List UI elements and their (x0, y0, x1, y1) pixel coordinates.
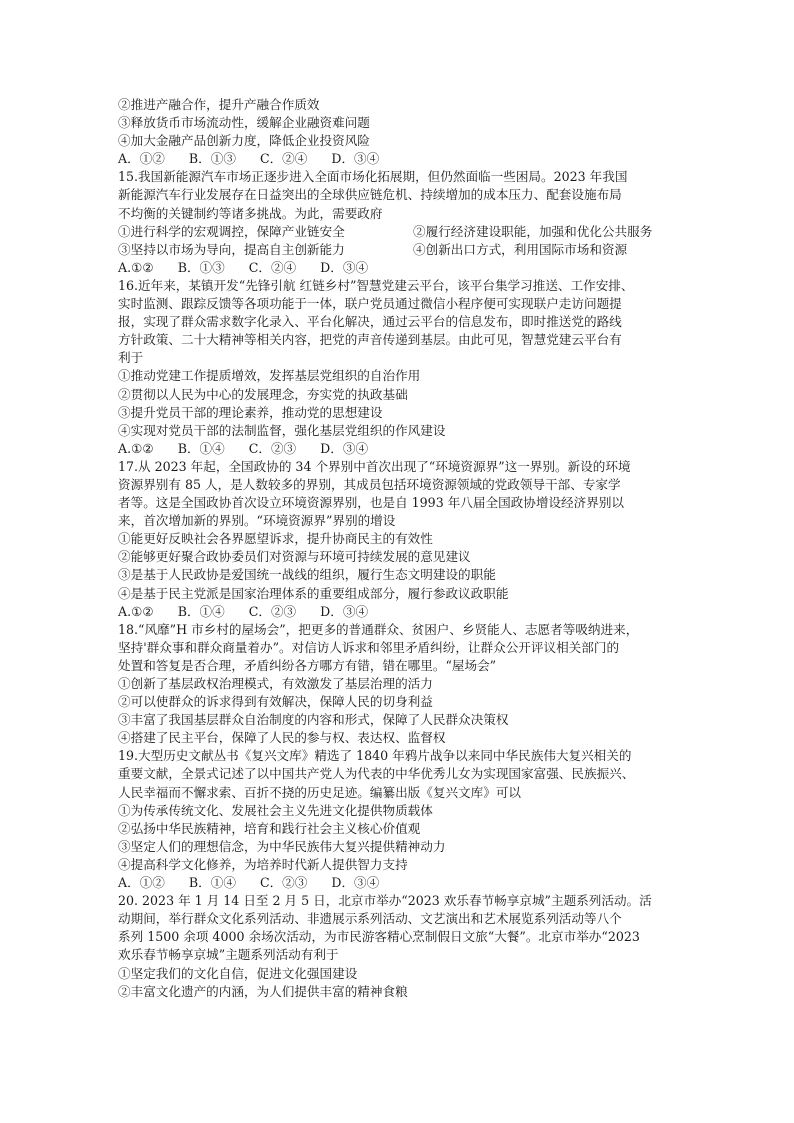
choice-2: ②丰富文化遗产的内涵，为人们提供丰富的精神食粮 (118, 983, 408, 999)
choice-4: ④是基于民主党派是国家治理体系的重要组成部分，履行参政议政职能 (118, 585, 509, 601)
choice-3: ③提升党员干部的理论素养，推动党的思想建设 (118, 404, 383, 420)
choice-1: ①坚定我们的文化自信，促进文化强国建设 (118, 965, 358, 981)
question-stem-line: 新能源汽车行业发展存在日益突出的全球供应链危机、持续增加的成本压力、配套设施布局 (118, 187, 622, 203)
question-stem-line: 人民幸福而不懈求索、百折不挠的历史足迹。编纂出版《复兴文库》可以 (118, 784, 521, 800)
answer-options (118, 150, 678, 168)
question-stem-line: 报，实现了群众需求数字化录入、平台化解决，通过云平台的信息发布，即时推送党的路线 (118, 314, 622, 330)
question-stem-line: 16.近年来，某镇开发“先锋引航 红链乡村”智慧党建云平台，该平台集学习推送、工作安排、 (118, 277, 634, 293)
choice-2: ②履行经济建设职能，加强和优化公共服务 (413, 223, 653, 239)
option-a: A.①② (118, 440, 154, 456)
choice-4: ④实现对党员干部的法制监督，强化基层党组织的作风建设 (118, 422, 446, 438)
question-stem-line: 不均衡的关键制约等诸多挑战。为此，需要政府 (118, 205, 383, 221)
choice-3: ③是基于人民政协是爱国统一战线的组织，履行生态文明建设的职能 (118, 567, 496, 583)
question-stem-line: 方针政策、二十大精神等相关内容，把党的声音传递到基层。由此可见，智慧党建云平台有 (118, 332, 622, 348)
option-b: B．①③ (188, 151, 236, 167)
option-a: A．①② (118, 151, 165, 167)
choice-4: ④创新出口方式，利用国际市场和资源 (413, 241, 628, 257)
question-stem-line: 15.我国新能源汽车市场正逐步进入全面市场化拓展期，但仍然面临一些困局。2023 年我国 (118, 169, 628, 185)
question-stem-line: 20. 2023 年 1 月 14 日至 2 月 5 日，北京市举办“2023 欢乐春节畅享京城”主题系列活动。活 (118, 893, 652, 909)
question-17 (118, 458, 678, 621)
previous-question-tail (118, 96, 678, 168)
choice-2: ②弘扬中华民族精神，培育和践行社会主义核心价值观 (118, 820, 421, 836)
question-stem-line: 17.从 2023 年起，全国政协的 34 个界别中首次出现了“环境资源界”这一界别。新设的环境 (118, 458, 631, 474)
question-16 (118, 277, 678, 458)
question-stem-line: 来，首次增加新的界别。“环境资源界”界别的增设 (118, 513, 396, 529)
choice-1: ①创新了基层政权治理模式，有效激发了基层治理的活力 (118, 676, 433, 691)
choice-line: ②推进产融合作，提升产融合作质效 (118, 97, 320, 112)
choice-line: ③释放货币市场流动性，缓解企业融资难问题 (118, 115, 370, 131)
choice-row (118, 223, 678, 241)
question-stem-line: 欢乐春节畅享京城”主题系列活动有利于 (118, 947, 339, 963)
option-a: A.①② (118, 259, 154, 275)
option-c: C．②④ (259, 151, 308, 167)
answer-options (118, 603, 678, 621)
answer-options (118, 874, 678, 892)
option-c: C．②③ (248, 603, 297, 619)
option-a: A.①② (118, 603, 154, 619)
option-d: D．③④ (331, 151, 380, 167)
choice-4: ④搭建了民主平台，保障了人民的参与权、表达权、监督权 (118, 730, 446, 746)
option-d: D．③④ (331, 875, 380, 891)
option-b: B．①④ (177, 603, 225, 619)
question-stem-line: 重要文献，全景式记述了以中国共产党人为代表的中华优秀儿女为实现国家富强、民族振兴、 (118, 766, 635, 782)
choice-2: ②能够更好聚合政协委员们对资源与环境可持续发展的意见建议 (118, 549, 471, 565)
question-stem-line: 19.大型历史文献丛书《复兴文库》精选了 1840 年鸦片战争以来同中华民族伟大复兴相关的 (118, 748, 632, 764)
question-stem-line: 利于 (118, 350, 144, 366)
question-stem-line: 18.“风靡”H 市乡村的屋场会”，把更多的普通群众、贫困户、乡贤能人、志愿者等吸纳进来， (118, 621, 639, 637)
choice-4: ④提高科学文化修养，为培养时代新人提供智力支持 (118, 856, 408, 872)
question-19 (118, 747, 678, 892)
choice-3: ③丰富了我国基层群众自治制度的内容和形式，保障了人民群众决策权 (118, 712, 509, 728)
question-stem-line: 动期间，举行群众文化系列活动、非遗展示系列活动、文艺演出和艺术展览系列活动等八个 (118, 911, 622, 927)
question-stem-line: 实时监测、跟踪反馈等各项功能于一体，联户党员通过微信小程序便可实现联户走访问题提 (118, 296, 622, 312)
option-b: B．①④ (188, 875, 236, 891)
option-c: C．②③ (248, 440, 297, 456)
question-20 (118, 892, 678, 1001)
option-a: A．①② (118, 875, 165, 891)
choice-1: ①推动党建工作提质增效，发挥基层党组织的自治作用 (118, 368, 421, 384)
question-stem-line: 处置和答复是否合理，矛盾纠纷各方哪方有错，错在哪里。“屋场会” (118, 657, 497, 673)
answer-options (118, 259, 678, 277)
question-18 (118, 621, 678, 748)
answer-options (118, 440, 678, 458)
exam-page (118, 96, 678, 1001)
option-c: C．②④ (248, 259, 297, 275)
option-b: B．①③ (177, 259, 225, 275)
question-15 (118, 168, 678, 277)
choice-3: ③坚定人们的理想信念，为中华民族伟大复兴提供精神动力 (118, 838, 446, 854)
choice-1: ①能更好反映社会各界愿望诉求，提升协商民主的有效性 (118, 531, 433, 547)
question-stem-line: 坚持'群众事和群众商量着办”。对信访人诉求和邻里矛盾纠纷，让群众公开评议相关部门的 (118, 639, 620, 655)
option-c: C．②③ (259, 875, 308, 891)
choice-2: ②可以使群众的诉求得到有效解决，保障人民的切身利益 (118, 694, 433, 710)
option-d: D．③④ (320, 259, 369, 275)
choice-row (118, 241, 678, 259)
question-stem-line: 资源界别有 85 人，是人数较多的界别，其成员包括环境资源领域的党政领导干部、专家学 (118, 476, 621, 492)
question-stem-line: 者等。这是全国政协首次设立环境资源界别，也是自 1993 年八届全国政协增设经济界别以 (118, 495, 625, 511)
choice-line: ④加大金融产品创新力度，降低企业投资风险 (118, 133, 370, 149)
option-d: D．③④ (320, 440, 369, 456)
choice-1: ①为传承传统文化、发展社会主义先进文化提供物质载体 (118, 802, 433, 818)
choice-1: ①进行科学的宏观调控，保障产业链安全 (118, 223, 345, 239)
question-stem-line: 系列 1500 余项 4000 余场次活动，为市民游客精心烹制假日文旅“大餐”。北京市举办“2023 (118, 929, 640, 945)
option-d: D．③④ (320, 603, 369, 619)
choice-3: ③坚持以市场为导向，提高自主创新能力 (118, 241, 345, 257)
choice-2: ②贯彻以人民为中心的发展理念，夯实党的执政基础 (118, 386, 408, 402)
option-b: B．①④ (177, 440, 225, 456)
